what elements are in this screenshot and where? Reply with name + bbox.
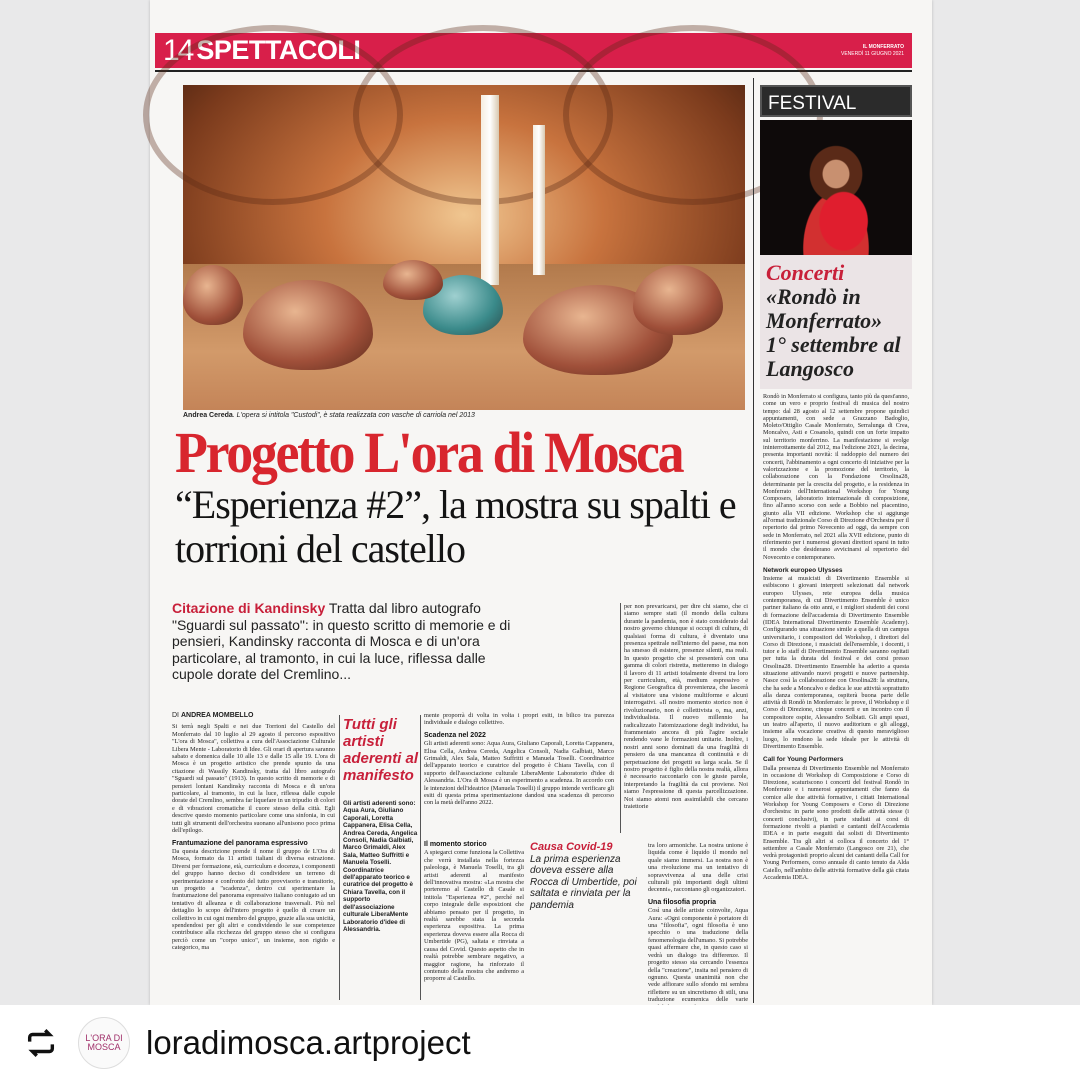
- subheading: Scadenza nel 2022: [424, 731, 486, 739]
- issue-date: VENERDÌ 11 GIUGNO 2021: [841, 50, 904, 57]
- subheadline: “Esperienza #2”, la mostra su spalti e torrioni del castello: [175, 482, 736, 571]
- sidebar-headline: «Rondò in Monferrato» 1° settembre al Langosco: [766, 284, 901, 381]
- byline: DI ANDREA MOMBELLO: [172, 712, 254, 719]
- subheading: Frantumazione del panorama espressivo: [172, 839, 308, 847]
- paragraph: A spiegarci come funziona la Collettiva che verrà installata nella fortezza paleologa, è Manuela Toselli, tra gli artisti aderenti al manifesto dell'innovativa mostra: «La mostra che porteremo al Castello di Casale si intitola "Esperienza #2", perché nel corpo integrale delle esposizioni che abbiamo pensato per il progetto, in realtà sarebbe stata la seconda esperienza espositiva. La prima esperienza doveva essere alla Rocca di Umbertide (PG), saltata e rinviata a causa del Covid. Questo aspetto che in realtà potrebbe sembrare negativo, a maggior ragione, ha rinforzato il contenuto della mostra che andremo a proporre al Castello.: [424, 849, 524, 983]
- paragraph: Si terrà negli Spalti e nei due Torrioni del Castello del Monferrato dal 10 luglio al 29 agosto il percorso espositivo "L'ora di Mosca", collettiva a cura dell'Associazione Culturale Libera Mente - Laboratorio di Idee. Gli orari di apertura saranno sabato e domenica dalle 10 alle 13 e dalle 15 alle 19. L'ora di Mosca è un progetto artistico che prende spunto da una citazione di Wassily Kandinsky, tratta dal libro autografo "Sguardi sul passato" (1913). In questo scritto di memorie e di pensieri lontani Kandinsky racconta di Mosca e di un'ora particolare, al tramonto, in cui la luce, riflessa dalle cupole dorate del Cremlino, sembra far liquefare in un tripudio di colori e di vibrazioni cromatiche il cuore stesso della città. Egli descrive questo momento particolare come una sinfonia, in cui tutti gli strumenti dell'orchestra suonano all'unisono poco prima dell'epilogo.: [172, 723, 335, 835]
- article-column-1: [172, 712, 335, 1000]
- paragraph: Da questa descrizione prende il nome il gruppo de L'Ora di Mosca, formato da 11 artisti italiani di diversa estrazione. Diversi per formazione, età, curriculum e docenza, i componenti del gruppo hanno deciso di condividere un terreno di sperimentazione e confronto del tutto provvisorio e transitorio, un progetto a "scadenza", dentro cui sperimentare la frantumazione del panorama espressivo italiano coniugato ad un tentativo di alleanza e di collaborazione trasversali. Più nel dettaglio lo scopo dell'intero progetto è quello di creare un collettivo in cui ogni membro del gruppo, grazie alla sua unicità, spendendosi per gli altri e condividendo le sue competenze contribuisce alla ricchezza del gruppo stesso che si configura perciò come un "corpo unico", un insieme, non rigido e categorico, ma: [172, 847, 335, 952]
- article-photo: [183, 85, 745, 410]
- intro-paragraph: [172, 600, 517, 683]
- avatar[interactable]: [78, 1017, 130, 1069]
- section-title: SPETTACOLI: [196, 35, 361, 65]
- caption-text: . L'opera si intitola "Custodi", è stata realizzata con vasche di carriola nel 2013: [232, 412, 475, 419]
- paper-name: IL MONFERRATO: [862, 43, 904, 50]
- photo-caption: [183, 412, 475, 420]
- repost-icon: [24, 1026, 58, 1060]
- caption-author: Andrea Cereda: [183, 412, 233, 419]
- festival-sidebar: [760, 85, 912, 999]
- headline: Progetto L'ora di Mosca: [175, 420, 683, 485]
- sidebar-title: [760, 255, 912, 389]
- article-column-3-bottom: [424, 836, 524, 1000]
- article-column-4-top: per non prevaricarsi, per dire chi siamo, che ci siamo sempre stati (il mondo della cultura durante la pandemia, non è stato considerato dal nostro governo chiunque si occupi di cultura, di qualsiasi forma di cultura, è diventato una presenza spettrale nell'interno del paese, ma non ha smesso di esistere, presenze silenti, ma reali. In questo progetto che si presenterà con una gamma di colori ristretta, metteremo in dialogo il lavoro di 11 artisti totalmente diversi tra loro per curriculum, età, medium espressivo e Regione Geografica di provenienza, che lascerà al visitatore una visione multiforme e alcuni interrogativi. «Il nostro momento storico non è rivoluzionario, non è collettivista o, ma, anzi, individualista. Il nuovo millennio ha radicalizzato l'atomizzazione degli individui, ha frammentato ancora di più l'agire sociale rendendo vane le formazioni unitarie. Inoltre, i nostri anni sono dominati da una fragilità di pensiero da una mancanza di continuità e di perpetuazione dei progetti su larga scala. Se il nostro progetto è figlio della nostra realtà, allora è necessario raccontarlo con le giuste parole, interpretando la fragilità da cui proviene. Noi siamo l'espressione di questa parcellizzazione. Noi siamo atomi non assimilabili che cercano traiettorie: [620, 603, 748, 833]
- paragraph: Così una delle artiste coinvolte, Aqua Aura: «Ogni componente è portatore di una "filosofia", ogni filosofia è uno specchio o una traduzione della fenomenologia dell'umano. Si potrebbe quasi affermare che, in questo caso si vedrà un dialogo tra differenze. Il progetto stesso sta cercando l'essenza della "creazione", insita nel pensiero di ognuno. Questa unanimità non che vede affiorare sullo sfondo mi sembra riflettere su un sincretismo di stili, una traduzione ecumenica delle varie: [648, 907, 748, 1004]
- sidebar-label: FESTIVAL: [760, 85, 912, 117]
- username-link[interactable]: loradimosca.artproject: [146, 1023, 471, 1061]
- covid-box: [530, 842, 643, 911]
- box-title: Tutti gli artisti aderenti al manifesto: [343, 716, 419, 784]
- paragraph: Gli artisti aderenti sono: Aqua Aura, Giuliano Caporali, Loretta Cappanera, Elisa Cella, Andrea Cereda, Angelica Consoli, Nadia Galbiati, Marco Grimaldi, Alex Sala, Matteo Suffritti e Manuela Toselli. Coordinatrice dell'apparato teorico e curatrice del progetto è Chiara Tavella, con il supporto dell'associazione culturale LiberaMente Laboratorio d'idee di Alessandria. L'Ora di Mosca è un esperimento a scadenza. In accordo con le intenzioni dell'ideatrice (Manuela Toselli) il gruppo intende verificare gli esiti di questa prima sperimentazione dandosi una scadenza di percorso con la metà dell'anno 2022.: [424, 740, 614, 807]
- subheading: Una filosofia propria: [648, 898, 717, 906]
- paragraph: Insieme ai musicisti di Divertimento Ensemble si esibiscono i giovani interpreti selezionati dal network europeo Ulysses, rete europea della musica contemporanea, di cui Divertimento Ensemble è unico partner italiano da otto anni, e i migliori studenti dei corsi di formazione dell'accademia di Divertimento Ensemble (IDEA International Divertimento Ensemble Academy). Configurando una situazione simile a quella di un campus universitario, i compositori del Workshop, i direttori del Corso di Direzione, i musicisti dell'ensemble, i docenti, i tutor e lo staff di Divertimento Ensemble saranno ospitati per tutta la durata del festival e dei corsi presso Orsolina28. Divertimento Ensemble ha aderito a questa situazione attivando nuovi progetti e nuove partnership. Nasce così la collaborazione con Orsolina28: la struttura, che ha sede a Moncalvo e dedica le sue attività soprattutto alla danza contemporanea, ospiterà buona parte delle attività di Rondò in Monferrato: le prove, il Workshop e il Corso di Direzione, cinque concerti e un incontro con il compositore ospite, Alessandro Solbiati. Gli ampi spazi, un teatro all'aperto, il nuovo auditorium e gli alloggi, insieme alla vocazione creativa di questo meraviglioso luogo, lo rendono la sede ideale per le attività di Divertimento Ensemble.: [763, 575, 909, 750]
- paragraph: Dalla presenza di Divertimento Ensemble nel Monferrato in occasione di Workshop di Composizione e Corso di Direzione, scaturiscono i concerti del festival Rondò in Monferrato e i numerosi appuntamenti che fanno da cornice alle due attività formative, i cittati International Workshop for Young Composers e Corso di Direzione d'orchestra: in parte sono prodotti delle attività stesse (i concerti conclusivi), in parte studiati ai corsi di formazione rivolti a pianisti e cantanti dell'Accademia IDEA e in parte eseguiti dai solisti di Divertimento Ensemble. Tra gli altri si colloca il concerto del 1° settembre a Casale Monferrato (Langosco ore 21), che vedrà protagonisti proprio alcuni dei cantanti della Call for Young Performers, corso annuale di canto tenuto da Alda Caiello, nell'ambito delle attività formative della già citata Accademia IDEA.: [763, 764, 909, 881]
- paragraph: mente proporrà di volta in volta i propri esiti, in bilico tra purezza individuale e dialogo collettivo.: [424, 712, 614, 727]
- subheading: Il momento storico: [424, 841, 487, 848]
- intro-lead: Citazione di Kandinsky: [172, 600, 326, 616]
- page-number: 14: [163, 33, 193, 67]
- paragraph: Rondò in Monferrato si configura, tanto più da quest'anno, come un vero e proprio festival di musica del nostro tempo: dal 28 agosto al 12 settembre propone quindici appuntamenti, con sede a Grazzano Badoglio, Moleto/Ottiglio Casale Monferrato, Serralunga di Crea, Moncalvo, Asti e Cosanolo, quindi con un forte impatto sul territorio monferrino. La manifestazione si svolge ininterrottamente dal 2012, ma l'edizione 2021, la decima, presenta importanti novità: il raddoppio del numero dei concerti, l'abbinamento a ogni concerto di iniziative per la valorizzazione e la promozione del territorio, la collaborazione con la Fondazione Orsolina28, determinante per la crescita del progetto, e la residenza in Monferrato dell'International Workshop for Young Composers, laboratorio internazionale di composizione, fino all'anno scorso con sede a Bobbio nel piacentino, giunto alla VII edizione. Workshop che si aggiunge all'ormai tradizionale Corso di Direzione d'Orchestra per il repertorio dal primo Novecento ad oggi, da sempre con sede in Monferrato, nel 2021 alla XVII edizione, punto di riferimento per i numerosi giovani direttori sparsi in tutto il mondo che desiderano avvicinarsi al repertorio del Novecento e contemporaneo.: [763, 393, 909, 561]
- masthead-meta: [841, 44, 904, 58]
- singer-photo: [760, 120, 912, 255]
- paragraph: tra loro armoniche. La nostra unione è liquida come è liquido il mondo nel quale siamo immersi. La nostra non è una rivoluzione ma un tentativo di sopravvivenza al una delle crisi culturali più importanti degli ultimi decenni», raccontano gli organizzatori.: [648, 842, 748, 894]
- subheading: Call for Young Performers: [763, 756, 844, 764]
- sidebar-kicker: Concerti: [766, 260, 845, 285]
- article-column-3-top: [424, 712, 614, 832]
- intro-text: Tratta dal libro autografo "Sguardi sul passato": in questo scritto di memorie e di pensieri, Kandinsky racconta di Mosca e di un'ora particolare, al tramonto, in cui la luce, riflessa dalle cupole dorate del Cremlino...: [172, 600, 511, 682]
- newspaper-page: [150, 0, 932, 1005]
- covid-text: La prima esperienza doveva essere alla Rocca di Umbertide, poi saltata e rinviata per la pandemia: [530, 853, 637, 911]
- article-column-4-bottom: [648, 842, 748, 1004]
- sidebar-body: [760, 389, 912, 999]
- repost-banner: [0, 1005, 1080, 1080]
- subheading: Network europeo Ulysses: [763, 566, 843, 574]
- title-block: [175, 420, 747, 571]
- artists-list: Gli artisti aderenti sono: Aqua Aura, Giuliano Caporali, Loretta Cappanera, Elisa Cella, Andrea Cereda, Angelica Consoli, Nadia Galbiati, Marco Grimaldi, Alex Sala, Matteo Suffritti e Manuela Toselli. Coordinatrice dell'apparato teorico e curatrice del progetto è Chiara Tavella, con il supporto dell'associazione culturale LiberaMente Laboratorio d'idee di Alessandria.: [343, 800, 418, 933]
- avatar-logo-text: L'ORA DI MOSCA: [85, 1032, 123, 1052]
- covid-title: Causa Covid-19: [530, 841, 613, 853]
